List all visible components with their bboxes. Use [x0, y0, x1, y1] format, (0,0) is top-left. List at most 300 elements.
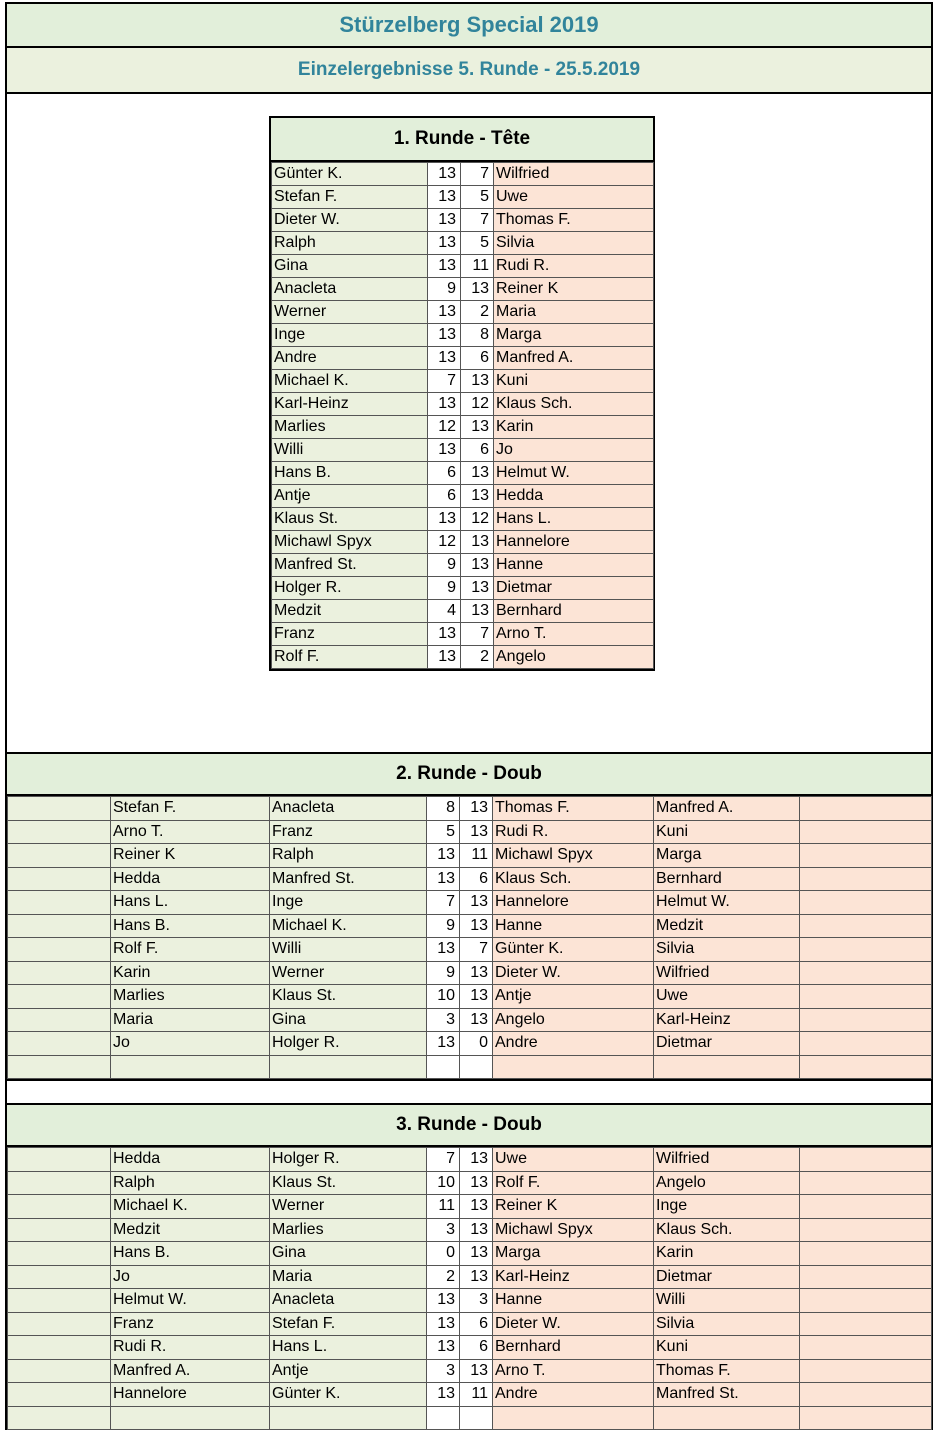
score-right: 13	[460, 914, 493, 938]
team-right-blank	[800, 1289, 932, 1313]
score-left: 13	[428, 347, 461, 370]
team-right-blank	[800, 1008, 932, 1032]
team-right-player-2: Dietmar	[654, 1032, 800, 1056]
team-right-player-1: Günter K.	[493, 938, 654, 962]
team-right-blank	[800, 1242, 932, 1266]
team-left-player-2: Manfred St.	[270, 867, 427, 891]
round1-table	[269, 116, 655, 671]
score-right: 13	[460, 1242, 493, 1266]
team-right-player-2: Klaus Sch.	[654, 1218, 800, 1242]
team-right-blank	[800, 1383, 932, 1407]
team-left-player-2: Hans L.	[270, 1336, 427, 1360]
score-left: 13	[427, 1289, 460, 1313]
table-row	[272, 508, 654, 531]
score-left: 8	[427, 797, 460, 821]
table-row	[272, 462, 654, 485]
score-right: 11	[460, 1383, 493, 1407]
table-row	[272, 646, 654, 669]
table-row	[272, 301, 654, 324]
score-right: 13	[461, 554, 494, 577]
player-right: Hannelore	[494, 531, 654, 554]
team-left-player-2	[270, 1406, 427, 1430]
score-left: 13	[427, 1383, 460, 1407]
player-left: Michawl Spyx	[272, 531, 428, 554]
player-left: Manfred St.	[272, 554, 428, 577]
score-right: 12	[461, 393, 494, 416]
score-left: 10	[427, 985, 460, 1009]
team-left-player-1: Medzit	[111, 1218, 270, 1242]
player-left: Medzit	[272, 600, 428, 623]
score-left: 13	[428, 186, 461, 209]
player-right: Klaus Sch.	[494, 393, 654, 416]
score-right: 6	[460, 867, 493, 891]
score-left: 0	[427, 1242, 460, 1266]
team-left-blank	[8, 1289, 111, 1313]
player-left: Willi	[272, 439, 428, 462]
table-row	[272, 577, 654, 600]
team-left-player-2: Werner	[270, 1195, 427, 1219]
score-right: 13	[460, 985, 493, 1009]
team-left-player-1: Helmut W.	[111, 1289, 270, 1313]
score-left: 13	[428, 508, 461, 531]
team-left-blank	[8, 820, 111, 844]
table-row	[8, 1312, 932, 1336]
score-left: 6	[428, 462, 461, 485]
team-left-blank	[8, 797, 111, 821]
table-row	[8, 1148, 932, 1172]
player-left: Inge	[272, 324, 428, 347]
score-right: 13	[460, 1195, 493, 1219]
team-left-player-1: Maria	[111, 1008, 270, 1032]
team-right-player-2: Angelo	[654, 1171, 800, 1195]
player-left: Franz	[272, 623, 428, 646]
player-left: Holger R.	[272, 577, 428, 600]
table-row	[272, 209, 654, 232]
score-left: 9	[428, 278, 461, 301]
team-right-blank	[800, 1032, 932, 1056]
team-left-blank	[8, 1148, 111, 1172]
score-left: 6	[428, 485, 461, 508]
score-right: 13	[461, 278, 494, 301]
score-right: 13	[461, 462, 494, 485]
team-left-player-1	[111, 1406, 270, 1430]
team-right-player-2: Uwe	[654, 985, 800, 1009]
team-right-player-1	[493, 1406, 654, 1430]
score-right: 5	[461, 232, 494, 255]
table-row	[8, 961, 932, 985]
score-left: 7	[427, 1148, 460, 1172]
team-right-player-2: Inge	[654, 1195, 800, 1219]
score-right: 13	[460, 820, 493, 844]
team-right-player-1: Michawl Spyx	[493, 1218, 654, 1242]
score-right: 6	[460, 1312, 493, 1336]
team-right-player-1: Karl-Heinz	[493, 1265, 654, 1289]
team-right-player-2: Willi	[654, 1289, 800, 1313]
team-right-player-2: Silvia	[654, 938, 800, 962]
score-right: 11	[461, 255, 494, 278]
team-right-player-2: Karl-Heinz	[654, 1008, 800, 1032]
team-left-player-1: Hedda	[111, 1148, 270, 1172]
score-right: 13	[460, 1265, 493, 1289]
team-left-blank	[8, 961, 111, 985]
team-left-blank	[8, 1265, 111, 1289]
score-right	[460, 1055, 493, 1079]
team-left-blank	[8, 1359, 111, 1383]
team-left-blank	[8, 891, 111, 915]
score-left: 7	[427, 891, 460, 915]
table-row	[8, 1336, 932, 1360]
table-row	[8, 1359, 932, 1383]
table-row	[8, 914, 932, 938]
player-left: Marlies	[272, 416, 428, 439]
score-right: 5	[461, 186, 494, 209]
table-row	[272, 531, 654, 554]
table-row	[8, 1406, 932, 1430]
team-left-player-1: Hannelore	[111, 1383, 270, 1407]
score-left: 13	[427, 844, 460, 868]
team-left-player-2: Gina	[270, 1008, 427, 1032]
team-left-blank	[8, 1218, 111, 1242]
score-right: 7	[461, 623, 494, 646]
table-row	[272, 416, 654, 439]
player-left: Stefan F.	[272, 186, 428, 209]
score-right: 12	[461, 508, 494, 531]
score-left: 13	[428, 324, 461, 347]
score-right: 6	[461, 347, 494, 370]
player-right: Wilfried	[494, 163, 654, 186]
player-left: Andre	[272, 347, 428, 370]
results-sheet	[5, 2, 933, 1430]
team-right-player-1: Hanne	[493, 1289, 654, 1313]
score-left: 13	[427, 938, 460, 962]
score-right: 6	[460, 1336, 493, 1360]
player-right: Karin	[494, 416, 654, 439]
team-left-player-1: Reiner K	[111, 844, 270, 868]
table-row	[8, 844, 932, 868]
team-right-blank	[800, 820, 932, 844]
score-left: 3	[427, 1359, 460, 1383]
player-right: Uwe	[494, 186, 654, 209]
team-right-blank	[800, 938, 932, 962]
score-left: 12	[428, 531, 461, 554]
table-row	[8, 1195, 932, 1219]
team-right-blank	[800, 1055, 932, 1079]
team-right-blank	[800, 1195, 932, 1219]
team-right-blank	[800, 1312, 932, 1336]
table-row	[272, 347, 654, 370]
player-right: Silvia	[494, 232, 654, 255]
player-left: Günter K.	[272, 163, 428, 186]
table-row	[272, 485, 654, 508]
team-right-player-1: Angelo	[493, 1008, 654, 1032]
team-left-player-2: Anacleta	[270, 797, 427, 821]
score-left: 10	[427, 1171, 460, 1195]
table-row	[8, 867, 932, 891]
score-left: 13	[428, 255, 461, 278]
score-right: 13	[460, 1171, 493, 1195]
table-row	[8, 797, 932, 821]
player-right: Jo	[494, 439, 654, 462]
score-left: 11	[427, 1195, 460, 1219]
team-left-player-2: Werner	[270, 961, 427, 985]
score-right: 2	[461, 646, 494, 669]
score-left: 9	[427, 914, 460, 938]
team-left-player-1: Arno T.	[111, 820, 270, 844]
player-left: Anacleta	[272, 278, 428, 301]
team-left-blank	[8, 1336, 111, 1360]
team-right-player-2: Bernhard	[654, 867, 800, 891]
score-left: 13	[427, 1032, 460, 1056]
score-right: 13	[461, 485, 494, 508]
score-right: 13	[460, 1359, 493, 1383]
table-row	[8, 985, 932, 1009]
team-right-blank	[800, 1406, 932, 1430]
team-left-player-2: Ralph	[270, 844, 427, 868]
team-left-player-1: Jo	[111, 1032, 270, 1056]
player-right: Hanne	[494, 554, 654, 577]
team-right-player-1: Andre	[493, 1032, 654, 1056]
player-left: Hans B.	[272, 462, 428, 485]
player-right: Dietmar	[494, 577, 654, 600]
team-right-player-1: Dieter W.	[493, 1312, 654, 1336]
team-left-blank	[8, 1195, 111, 1219]
table-row	[8, 938, 932, 962]
score-left	[427, 1406, 460, 1430]
team-right-player-1: Klaus Sch.	[493, 867, 654, 891]
team-right-player-1: Arno T.	[493, 1359, 654, 1383]
table-row	[8, 1171, 932, 1195]
player-right: Marga	[494, 324, 654, 347]
table-row	[8, 1265, 932, 1289]
table-row	[8, 891, 932, 915]
team-right-player-2: Kuni	[654, 820, 800, 844]
score-right: 13	[461, 370, 494, 393]
player-right: Reiner K	[494, 278, 654, 301]
score-left: 9	[428, 554, 461, 577]
team-right-player-2: Wilfried	[654, 961, 800, 985]
team-left-player-1: Manfred A.	[111, 1359, 270, 1383]
score-right	[460, 1406, 493, 1430]
round3-title: 3. Runde - Doub	[7, 1103, 931, 1147]
table-row	[272, 163, 654, 186]
team-right-blank	[800, 1148, 932, 1172]
team-right-player-2: Manfred A.	[654, 797, 800, 821]
round3-table	[7, 1147, 931, 1430]
round2-title: 2. Runde - Doub	[7, 752, 931, 796]
team-right-player-1: Bernhard	[493, 1336, 654, 1360]
score-left	[427, 1055, 460, 1079]
sheet-subtitle: Einzelergebnisse 5. Runde - 25.5.2019	[7, 48, 931, 94]
team-right-blank	[800, 797, 932, 821]
score-right: 13	[461, 577, 494, 600]
team-left-player-1: Hans B.	[111, 914, 270, 938]
table-row	[8, 1008, 932, 1032]
team-right-blank	[800, 985, 932, 1009]
table-row	[8, 1383, 932, 1407]
team-left-player-2: Holger R.	[270, 1148, 427, 1172]
team-left-player-1: Karin	[111, 961, 270, 985]
score-left: 4	[428, 600, 461, 623]
player-right: Rudi R.	[494, 255, 654, 278]
team-left-blank	[8, 1242, 111, 1266]
team-left-blank	[8, 867, 111, 891]
player-left: Werner	[272, 301, 428, 324]
table-row	[272, 623, 654, 646]
team-right-player-1: Hannelore	[493, 891, 654, 915]
team-right-player-2: Kuni	[654, 1336, 800, 1360]
player-right: Helmut W.	[494, 462, 654, 485]
team-left-blank	[8, 938, 111, 962]
team-right-blank	[800, 1336, 932, 1360]
round2-table	[7, 796, 931, 1079]
team-left-player-1: Rudi R.	[111, 1336, 270, 1360]
team-right-player-1: Rudi R.	[493, 820, 654, 844]
player-right: Arno T.	[494, 623, 654, 646]
score-left: 3	[427, 1218, 460, 1242]
score-right: 2	[461, 301, 494, 324]
team-left-player-2	[270, 1055, 427, 1079]
team-right-player-2: Medzit	[654, 914, 800, 938]
player-left: Gina	[272, 255, 428, 278]
team-left-blank	[8, 1055, 111, 1079]
team-left-blank	[8, 1406, 111, 1430]
team-left-player-2: Holger R.	[270, 1032, 427, 1056]
team-left-player-1: Stefan F.	[111, 797, 270, 821]
score-right: 13	[460, 961, 493, 985]
team-right-player-1: Rolf F.	[493, 1171, 654, 1195]
round1-title: 1. Runde - Tête	[271, 118, 653, 162]
score-left: 7	[428, 370, 461, 393]
player-right: Manfred A.	[494, 347, 654, 370]
player-right: Hans L.	[494, 508, 654, 531]
score-right: 13	[460, 1218, 493, 1242]
team-right-player-2: Manfred St.	[654, 1383, 800, 1407]
table-row	[8, 820, 932, 844]
player-left: Karl-Heinz	[272, 393, 428, 416]
team-right-player-2: Dietmar	[654, 1265, 800, 1289]
player-right: Thomas F.	[494, 209, 654, 232]
team-left-player-2: Gina	[270, 1242, 427, 1266]
team-right-blank	[800, 961, 932, 985]
team-right-player-1: Dieter W.	[493, 961, 654, 985]
team-left-blank	[8, 914, 111, 938]
team-left-player-2: Marlies	[270, 1218, 427, 1242]
player-right: Bernhard	[494, 600, 654, 623]
score-right: 13	[460, 891, 493, 915]
table-row	[272, 439, 654, 462]
team-right-player-2: Helmut W.	[654, 891, 800, 915]
score-right: 7	[461, 209, 494, 232]
team-left-player-1: Jo	[111, 1265, 270, 1289]
table-row	[272, 370, 654, 393]
team-right-blank	[800, 867, 932, 891]
table-row	[8, 1242, 932, 1266]
team-right-player-2	[654, 1406, 800, 1430]
score-right: 13	[460, 1008, 493, 1032]
table-row	[272, 255, 654, 278]
table-row	[272, 393, 654, 416]
score-right: 13	[461, 416, 494, 439]
table-row	[272, 600, 654, 623]
team-right-blank	[800, 891, 932, 915]
player-right: Hedda	[494, 485, 654, 508]
score-left: 13	[427, 1336, 460, 1360]
score-left: 13	[428, 439, 461, 462]
score-left: 13	[428, 209, 461, 232]
table-row	[272, 554, 654, 577]
team-left-blank	[8, 985, 111, 1009]
score-left: 13	[427, 867, 460, 891]
score-left: 12	[428, 416, 461, 439]
team-right-player-1: Thomas F.	[493, 797, 654, 821]
player-left: Dieter W.	[272, 209, 428, 232]
score-right: 7	[460, 938, 493, 962]
team-right-player-1: Marga	[493, 1242, 654, 1266]
score-right: 13	[461, 531, 494, 554]
team-left-player-2: Michael K.	[270, 914, 427, 938]
team-right-blank	[800, 1171, 932, 1195]
team-left-blank	[8, 1171, 111, 1195]
player-right: Kuni	[494, 370, 654, 393]
team-right-player-1	[493, 1055, 654, 1079]
team-right-player-1: Reiner K	[493, 1195, 654, 1219]
score-left: 13	[428, 623, 461, 646]
team-left-player-1: Rolf F.	[111, 938, 270, 962]
team-left-player-2: Willi	[270, 938, 427, 962]
team-right-player-2: Thomas F.	[654, 1359, 800, 1383]
team-right-player-1: Uwe	[493, 1148, 654, 1172]
score-left: 3	[427, 1008, 460, 1032]
score-right: 13	[460, 1148, 493, 1172]
table-row	[8, 1055, 932, 1079]
score-left: 13	[427, 1312, 460, 1336]
score-left: 9	[427, 961, 460, 985]
score-left: 13	[428, 301, 461, 324]
team-left-blank	[8, 844, 111, 868]
team-left-blank	[8, 1008, 111, 1032]
table-row	[8, 1032, 932, 1056]
team-left-player-1: Michael K.	[111, 1195, 270, 1219]
team-left-player-2: Anacleta	[270, 1289, 427, 1313]
team-left-player-1: Hedda	[111, 867, 270, 891]
team-left-blank	[8, 1383, 111, 1407]
score-right: 6	[461, 439, 494, 462]
team-left-player-2: Maria	[270, 1265, 427, 1289]
team-left-player-1: Hans B.	[111, 1242, 270, 1266]
team-right-player-1: Hanne	[493, 914, 654, 938]
table-row	[8, 1289, 932, 1313]
score-left: 13	[428, 393, 461, 416]
score-left: 9	[428, 577, 461, 600]
team-right-player-2: Silvia	[654, 1312, 800, 1336]
team-right-player-2: Karin	[654, 1242, 800, 1266]
score-left: 5	[427, 820, 460, 844]
team-right-player-2	[654, 1055, 800, 1079]
player-right: Maria	[494, 301, 654, 324]
score-right: 3	[460, 1289, 493, 1313]
team-left-blank	[8, 1312, 111, 1336]
team-left-player-1: Franz	[111, 1312, 270, 1336]
score-right: 8	[461, 324, 494, 347]
table-row	[8, 1218, 932, 1242]
score-right: 0	[460, 1032, 493, 1056]
score-left: 13	[428, 163, 461, 186]
team-left-player-2: Klaus St.	[270, 985, 427, 1009]
team-right-blank	[800, 1265, 932, 1289]
player-left: Michael K.	[272, 370, 428, 393]
score-right: 7	[461, 163, 494, 186]
player-left: Rolf F.	[272, 646, 428, 669]
